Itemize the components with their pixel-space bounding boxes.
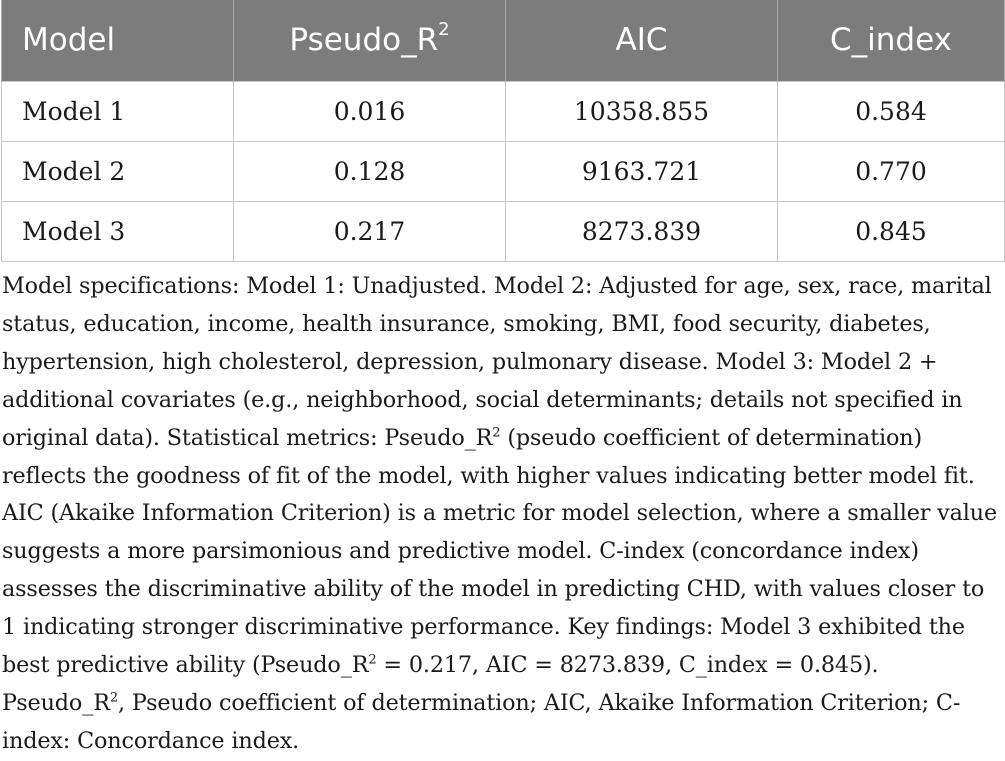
cell-pseudo-r2: 0.128 [234, 141, 506, 201]
cell-model: Model 1 [2, 81, 234, 141]
header-row [2, 0, 1005, 81]
cell-pseudo-r2: 0.217 [234, 201, 506, 261]
cell-c-index: 0.584 [778, 81, 1005, 141]
results-table-container [0, 0, 1005, 262]
model-comparison-table [1, 0, 1005, 262]
cell-c-index: 0.770 [778, 141, 1005, 201]
cell-model: Model 2 [2, 141, 234, 201]
table-row [2, 201, 1005, 261]
header-model: Model [2, 0, 234, 81]
cell-pseudo-r2: 0.016 [234, 81, 506, 141]
table-body [2, 81, 1005, 261]
table-header [2, 0, 1005, 81]
footnote-part-1: Model specifications: Model 1: Unadjusted. Model 2: Adjusted for age, sex, race, marital status, education, income, health insurance, smoking, BMI, food security, diabetes, hypertension, high cholesterol, depression, pulmonary disease. Model 3: Model 2 + additional covariates (e.g., neighborhood, social determinants; details not specified in original data). Statistical metrics: Pseudo_R [2, 273, 992, 451]
cell-aic: 9163.721 [506, 141, 778, 201]
footnote-superscript: 2 [368, 652, 377, 668]
header-pseudo-r2: $Pseudo\_R^2$ [234, 0, 506, 81]
footnote-superscript: 2 [109, 690, 118, 706]
table-footnote [2, 268, 1002, 761]
table-row [2, 81, 1005, 141]
header-aic: AIC [506, 0, 778, 81]
cell-c-index: 0.845 [778, 201, 1005, 261]
header-c-index: C_index [778, 0, 1005, 81]
footnote-part-3: = 0.217, AIC = 8273.839, C_index = 0.845). Pseudo_R [2, 652, 879, 716]
table-row [2, 141, 1005, 201]
footnote-superscript: 2 [492, 425, 501, 441]
cell-aic: 8273.839 [506, 201, 778, 261]
cell-aic: 10358.855 [506, 81, 778, 141]
footnote-part-2: (pseudo coefficient of determination) reflects the goodness of fit of the model, with higher values indicating better model fit. AIC (Akaike Information Criterion) is a metric for model selection, where a smaller value suggests a more parsimonious and predictive model. C-index (concordance index) assesses the discriminative ability of the model in predicting CHD, with values closer to 1 indicating stronger discriminative performance. Key findings: Model 3 exhibited the best predictive ability (Pseudo_R [2, 424, 998, 679]
cell-model: Model 3 [2, 201, 234, 261]
footnote-part-4: , Pseudo coefficient of determination; AIC, Akaike Information Criterion; C-index: Concordance index. [2, 689, 961, 754]
